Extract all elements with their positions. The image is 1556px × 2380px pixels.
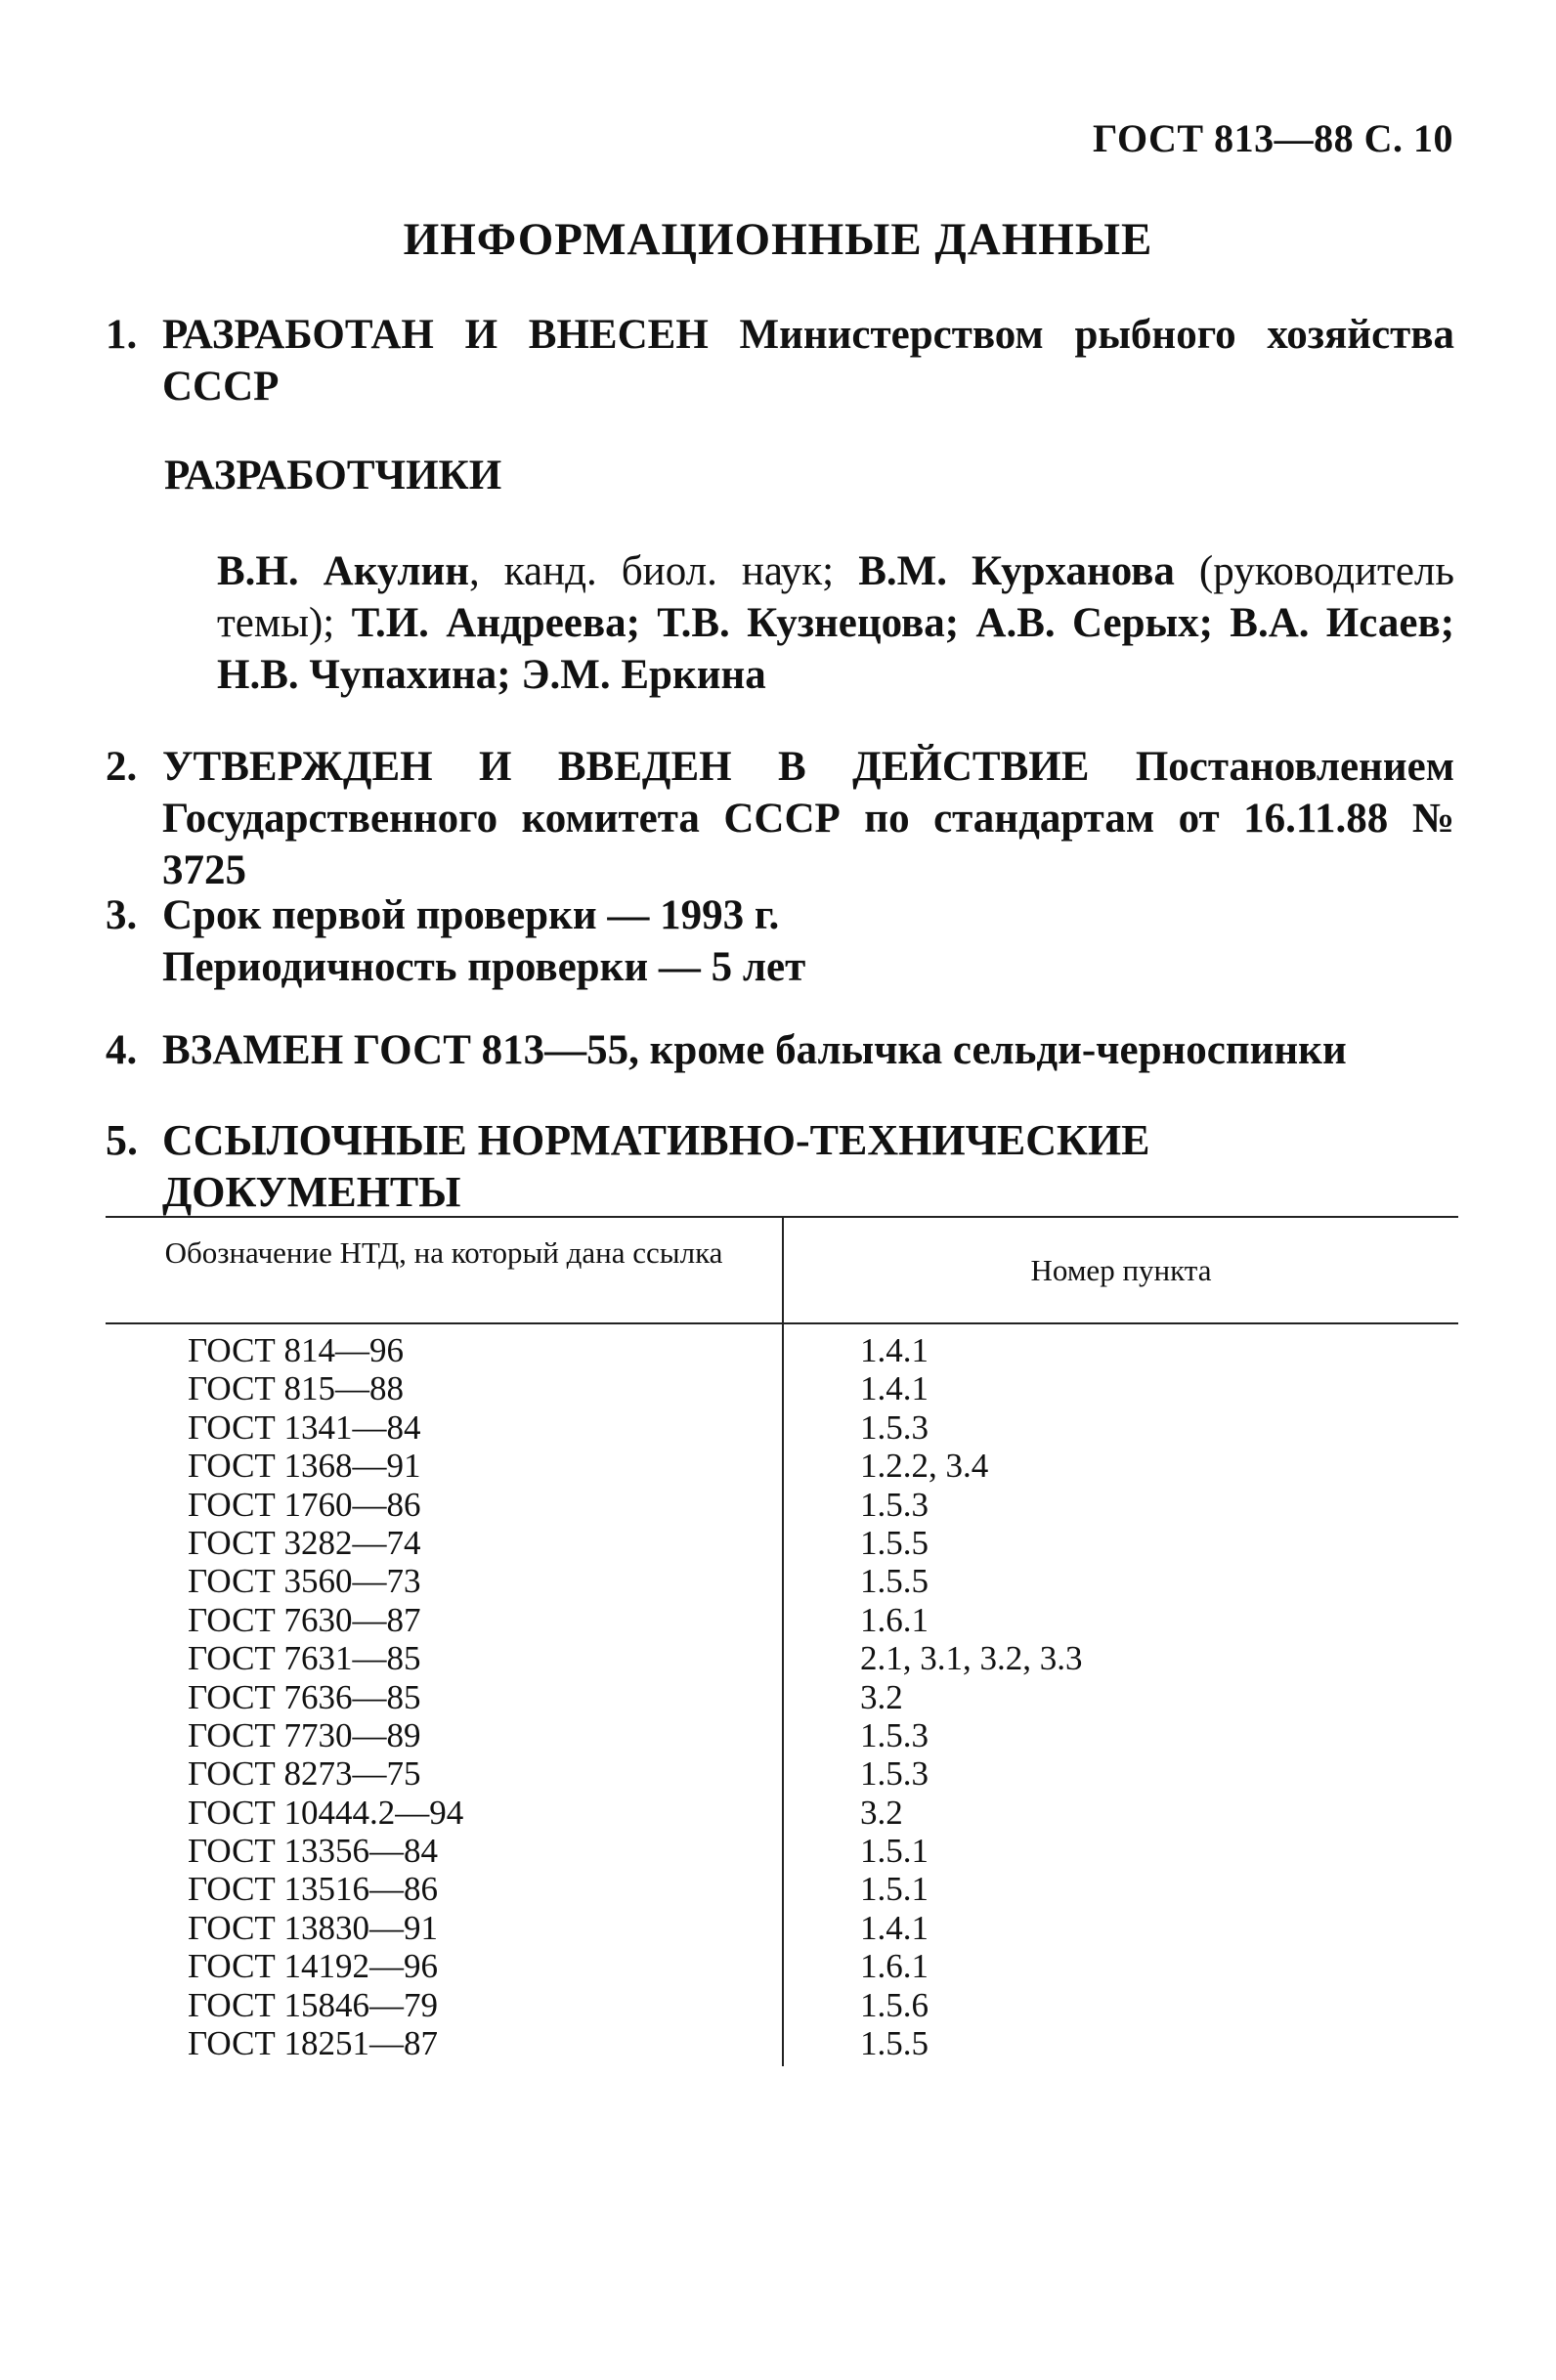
table-row: [106, 1601, 1458, 1639]
section-3-line-2: Периодичность проверки — 5 лет: [162, 944, 806, 990]
section-5-body: [162, 1114, 1454, 1218]
row-clause: 1.5.3: [860, 1407, 929, 1447]
table-row: [106, 1678, 1458, 1716]
row-clause: 1.5.3: [860, 1485, 929, 1524]
section-2-number: 2.: [106, 744, 138, 790]
table-row: [106, 1909, 1458, 1947]
row-document: ГОСТ 14192—96: [188, 1947, 439, 1986]
table-row: [106, 1562, 1458, 1600]
section-2: [106, 741, 1454, 896]
table-row: [106, 1331, 1458, 1369]
page-title: ИНФОРМАЦИОННЫЕ ДАННЫЕ: [403, 214, 1153, 265]
section-4: [106, 1024, 1454, 1076]
table-row: [106, 1754, 1458, 1793]
developers-list: [217, 545, 1454, 701]
row-clause: 2.1, 3.1, 3.2, 3.3: [860, 1639, 1083, 1678]
row-document: ГОСТ 815—88: [188, 1369, 405, 1408]
table-row: [106, 1524, 1458, 1562]
row-document: ГОСТ 7636—85: [188, 1677, 421, 1716]
section-3-number: 3.: [106, 892, 138, 938]
row-clause: 1.6.1: [860, 1600, 929, 1639]
developer-name: В.Н. Акулин: [217, 548, 469, 594]
row-clause: 1.4.1: [860, 1331, 929, 1369]
section-1-body: [162, 309, 1454, 412]
developer-suffix: ;: [1198, 600, 1231, 646]
row-document: ГОСТ 18251—87: [188, 2024, 439, 2063]
developer-name: Т.В. Кузнецова: [657, 600, 945, 646]
table-row: [106, 1639, 1458, 1677]
row-document: ГОСТ 1368—91: [188, 1447, 421, 1486]
section-2-body: [162, 741, 1454, 896]
section-3-body: [162, 889, 1454, 993]
row-document: ГОСТ 13830—91: [188, 1908, 439, 1947]
row-clause: 1.5.5: [860, 1562, 929, 1601]
section-3: [106, 889, 1454, 993]
table-row: [106, 1794, 1458, 1832]
table-row: [106, 1369, 1458, 1407]
row-document: ГОСТ 7631—85: [188, 1639, 421, 1678]
row-clause: 3.2: [860, 1677, 903, 1716]
developer-name: В.А. Исаев: [1230, 600, 1441, 646]
table-row: [106, 1832, 1458, 1870]
table-row: [106, 1986, 1458, 2024]
row-document: ГОСТ 8273—75: [188, 1754, 421, 1794]
section-2-lead: УТВЕРЖДЕН И ВВЕДЕН В ДЕЙСТВИЕ: [162, 744, 1090, 790]
section-5: [106, 1114, 1454, 1218]
table-row: [106, 1947, 1458, 1985]
section-1: [106, 309, 1454, 412]
table-row: [106, 1716, 1458, 1754]
row-document: ГОСТ 15846—79: [188, 1985, 439, 2024]
row-document: ГОСТ 814—96: [188, 1331, 405, 1369]
developers-heading: РАЗРАБОТЧИКИ: [164, 453, 502, 498]
developer-suffix: , канд. биол. наук;: [469, 548, 859, 594]
section-2-text: Постановлением Государственного комитета СССР по стандартам от 16.11.88 № 3725: [162, 744, 1454, 893]
table-row: [106, 1447, 1458, 1485]
section-3-line-1: Срок первой проверки — 1993 г.: [162, 892, 780, 938]
section-5-lead: ССЫЛОЧНЫЕ НОРМАТИВНО-ТЕХНИЧЕСКИЕ ДОКУМЕНТЫ: [162, 1116, 1150, 1216]
row-document: ГОСТ 13516—86: [188, 1870, 439, 1909]
row-clause: 1.5.3: [860, 1754, 929, 1794]
row-clause: 1.5.5: [860, 2024, 929, 2063]
row-clause: 1.5.1: [860, 1832, 929, 1871]
table-row: [106, 1486, 1458, 1524]
section-4-lead: ВЗАМЕН ГОСТ 813—55,: [162, 1027, 639, 1073]
table-header-document: Обозначение НТД, на который дана ссылка: [164, 1235, 723, 1270]
row-clause: 1.4.1: [860, 1369, 929, 1408]
row-document: ГОСТ 1760—86: [188, 1485, 421, 1524]
section-1-number: 1.: [106, 312, 138, 358]
row-clause: 1.4.1: [860, 1908, 929, 1947]
row-clause: 3.2: [860, 1793, 903, 1832]
row-clause: 1.2.2, 3.4: [860, 1447, 989, 1486]
section-4-number: 4.: [106, 1027, 138, 1073]
row-clause: 1.5.6: [860, 1985, 929, 2024]
section-4-text: кроме балычка сельди-черноспинки: [649, 1027, 1347, 1073]
row-document: ГОСТ 13356—84: [188, 1832, 439, 1871]
developer-suffix: ;: [626, 600, 658, 646]
developer-name: Т.И. Андреева: [351, 600, 627, 646]
developer-name: Э.М. Еркина: [521, 652, 766, 698]
developer-suffix: (руководитель темы);: [217, 548, 1455, 646]
row-document: ГОСТ 7630—87: [188, 1600, 421, 1639]
table-body: [106, 1331, 1458, 2062]
section-4-body: [162, 1024, 1454, 1076]
table-row: [106, 1870, 1458, 1908]
row-clause: 1.5.1: [860, 1870, 929, 1909]
developer-suffix: ;: [497, 652, 522, 698]
row-clause: 1.5.5: [860, 1523, 929, 1562]
developer-name: В.М. Курханова: [858, 548, 1175, 594]
developer-name: Н.В. Чупахина: [217, 652, 497, 698]
table-header-clause: Номер пункта: [1030, 1253, 1212, 1287]
row-document: ГОСТ 3560—73: [188, 1562, 421, 1601]
section-5-number: 5.: [106, 1116, 138, 1164]
developer-name: А.В. Серых: [975, 600, 1199, 646]
page-header-doc-ref: ГОСТ 813—88 С. 10: [1092, 116, 1453, 160]
table-row: [106, 2024, 1458, 2062]
developer-suffix: ;: [1440, 600, 1455, 646]
section-1-lead: РАЗРАБОТАН И ВНЕСЕН: [162, 312, 709, 358]
developer-suffix: ;: [944, 600, 976, 646]
row-document: ГОСТ 10444.2—94: [188, 1793, 464, 1832]
row-clause: 1.6.1: [860, 1947, 929, 1986]
section-1-text: Министерством рыбного хозяйства СССР: [162, 312, 1454, 410]
row-clause: 1.5.3: [860, 1715, 929, 1754]
row-document: ГОСТ 3282—74: [188, 1523, 421, 1562]
table-row: [106, 1408, 1458, 1447]
row-document: ГОСТ 7730—89: [188, 1715, 421, 1754]
row-document: ГОСТ 1341—84: [188, 1407, 421, 1447]
